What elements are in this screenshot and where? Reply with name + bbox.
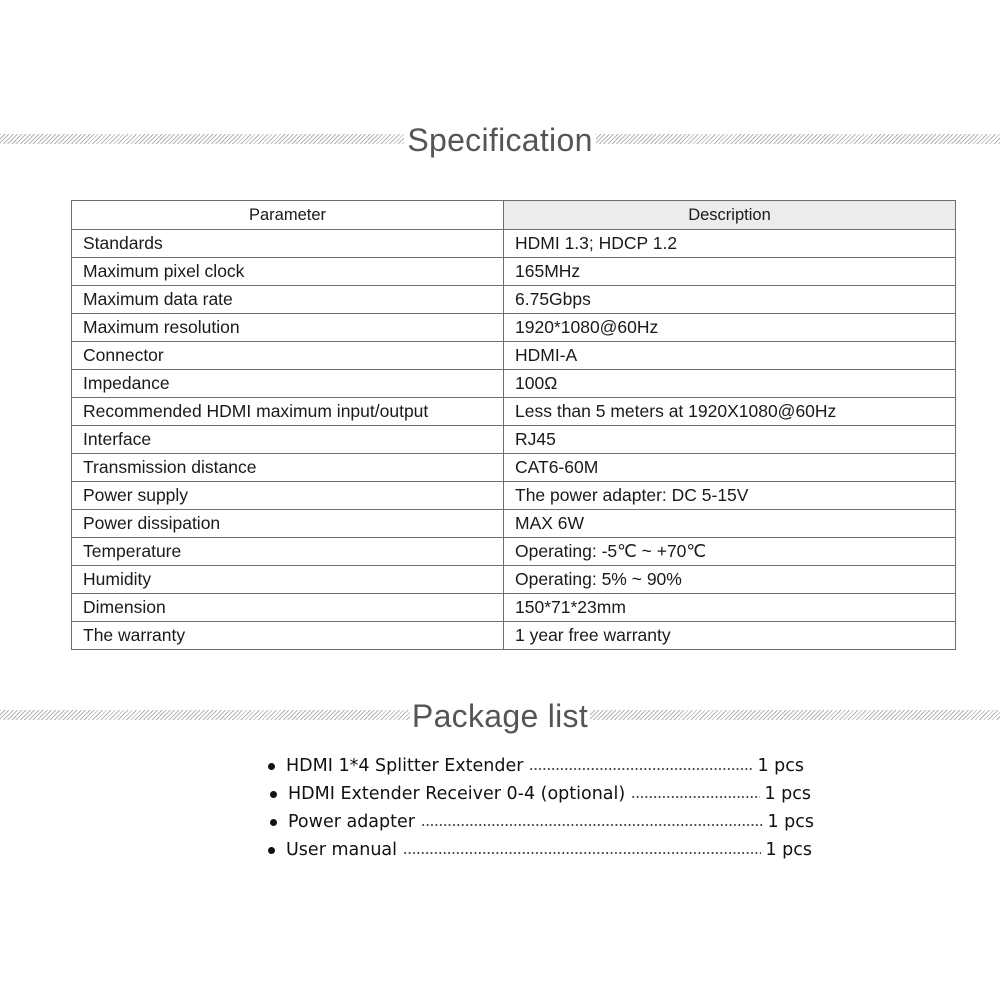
column-header-parameter: Parameter xyxy=(72,201,504,230)
parameter-cell: Recommended HDMI maximum input/output xyxy=(72,398,504,426)
table-row xyxy=(72,454,956,482)
table-row xyxy=(72,370,956,398)
parameter-cell: Maximum data rate xyxy=(72,286,504,314)
table-row xyxy=(72,566,956,594)
hatch-divider-left xyxy=(0,134,404,144)
parameter-cell: Interface xyxy=(72,426,504,454)
description-cell: RJ45 xyxy=(504,426,956,454)
item-name: HDMI 1*4 Splitter Extender xyxy=(286,756,524,776)
table-header-row xyxy=(72,201,956,230)
parameter-cell: Impedance xyxy=(72,370,504,398)
description-cell: HDMI-A xyxy=(504,342,956,370)
table-row xyxy=(72,538,956,566)
description-cell: CAT6-60M xyxy=(504,454,956,482)
description-cell: 100Ω xyxy=(504,370,956,398)
list-item xyxy=(270,780,811,808)
table-row xyxy=(72,342,956,370)
list-item xyxy=(268,836,812,864)
bullet-icon xyxy=(270,819,277,826)
list-item xyxy=(270,808,814,836)
parameter-cell: The warranty xyxy=(72,622,504,650)
parameter-cell: Transmission distance xyxy=(72,454,504,482)
parameter-cell: Standards xyxy=(72,230,504,258)
parameter-cell: Maximum resolution xyxy=(72,314,504,342)
package-list-title: Package list xyxy=(411,698,589,734)
specification-heading xyxy=(0,120,1000,160)
table-row xyxy=(72,594,956,622)
table-row xyxy=(72,230,956,258)
table-row xyxy=(72,622,956,650)
table-row xyxy=(72,426,956,454)
description-cell: 6.75Gbps xyxy=(504,286,956,314)
description-cell: MAX 6W xyxy=(504,510,956,538)
table-row xyxy=(72,286,956,314)
hatch-divider-right xyxy=(596,134,1000,144)
item-quantity: 1 pcs xyxy=(764,784,811,804)
description-cell: 150*71*23mm xyxy=(504,594,956,622)
description-cell: The power adapter: DC 5-15V xyxy=(504,482,956,510)
parameter-cell: Temperature xyxy=(72,538,504,566)
bullet-icon xyxy=(268,847,275,854)
description-cell: Operating: 5% ~ 90% xyxy=(504,566,956,594)
parameter-cell: Connector xyxy=(72,342,504,370)
parameter-cell: Humidity xyxy=(72,566,504,594)
bullet-icon xyxy=(268,763,275,770)
specification-title: Specification xyxy=(404,120,596,160)
hatch-divider-right xyxy=(590,710,1000,720)
list-item xyxy=(268,752,804,780)
item-name: Power adapter xyxy=(288,812,415,832)
package-list-heading xyxy=(0,696,1000,736)
item-name: HDMI Extender Receiver 0-4 (optional) xyxy=(288,784,626,804)
specification-table xyxy=(71,200,956,650)
description-cell: 1920*1080@60Hz xyxy=(504,314,956,342)
dot-leader xyxy=(631,796,760,798)
description-cell: 1 year free warranty xyxy=(504,622,956,650)
item-name: User manual xyxy=(286,840,397,860)
table-row xyxy=(72,258,956,286)
parameter-cell: Maximum pixel clock xyxy=(72,258,504,286)
table-row xyxy=(72,482,956,510)
bullet-icon xyxy=(270,791,277,798)
parameter-cell: Dimension xyxy=(72,594,504,622)
description-cell: 165MHz xyxy=(504,258,956,286)
table-row xyxy=(72,314,956,342)
description-cell: Less than 5 meters at 1920X1080@60Hz xyxy=(504,398,956,426)
item-quantity: 1 pcs xyxy=(767,812,814,832)
table-row xyxy=(72,398,956,426)
parameter-cell: Power dissipation xyxy=(72,510,504,538)
hatch-divider-left xyxy=(0,710,410,720)
item-quantity: 1 pcs xyxy=(757,756,804,776)
table-row xyxy=(72,510,956,538)
parameter-cell: Power supply xyxy=(72,482,504,510)
description-cell: HDMI 1.3; HDCP 1.2 xyxy=(504,230,956,258)
dot-leader xyxy=(421,824,763,826)
description-cell: Operating: -5℃ ~ +70℃ xyxy=(504,538,956,566)
dot-leader xyxy=(529,768,753,770)
dot-leader xyxy=(403,852,761,854)
item-quantity: 1 pcs xyxy=(765,840,812,860)
column-header-description: Description xyxy=(504,201,956,230)
